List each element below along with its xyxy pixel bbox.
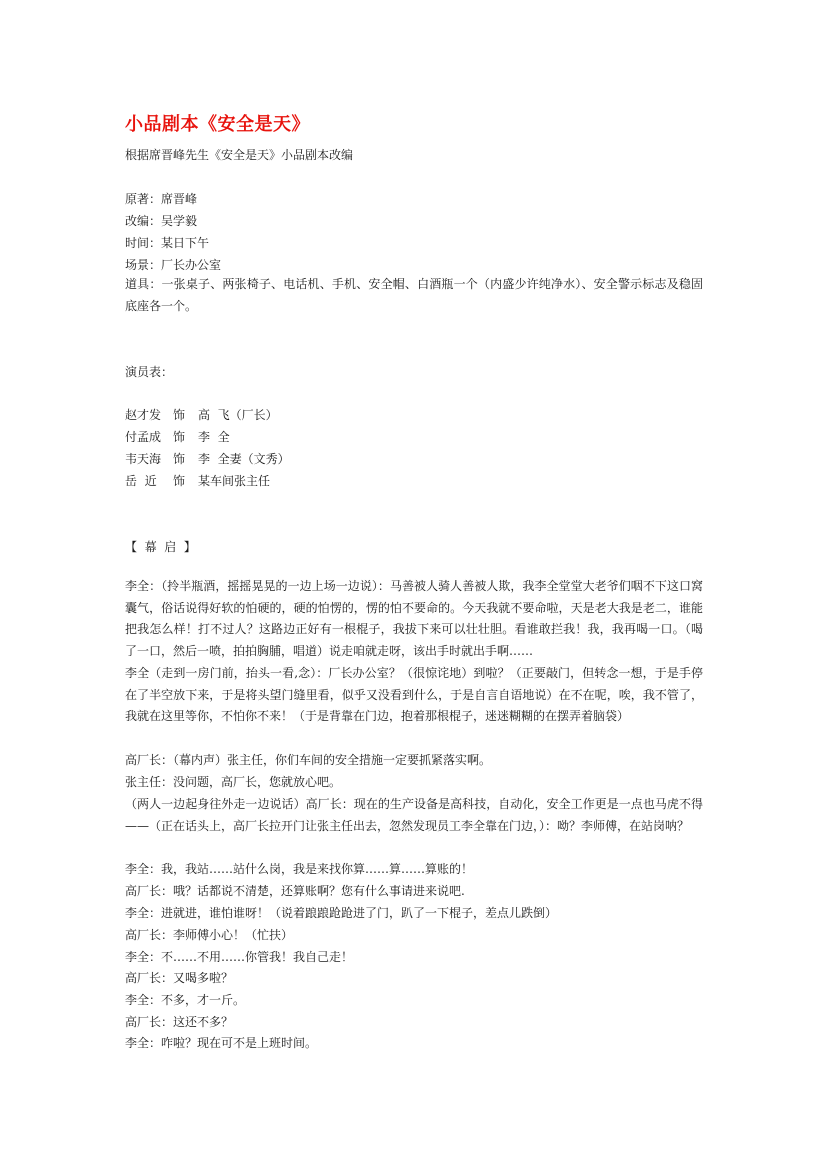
script-line: 李全：不……不用……你管我！我自己走！ xyxy=(125,950,354,964)
cast-actor: 付孟成 xyxy=(125,430,162,444)
cast-role: 高 飞（厂长） xyxy=(198,408,278,422)
meta-time: 时间：某日下午 xyxy=(125,236,210,250)
page-title: 小品剧本《安全是天》 xyxy=(125,114,310,135)
script-line: 高厂长：又喝多啦？ xyxy=(125,971,234,985)
cast-heading: 演员表： xyxy=(125,365,174,379)
cast-row xyxy=(125,430,230,444)
script-paragraph: （两人一边起身往外走一边说话）高厂长：现在的生产设备是高科技，自动化，安全工作更是一点也马虎不得——（正在话头上，高厂长拉开门让张主任出去，忽然发现员工李全靠在门边，）：呦？李师傅，在站岗呐？ xyxy=(125,797,703,833)
meta-adapter: 改编：吴学毅 xyxy=(125,214,198,228)
cast-verb: 饰 xyxy=(173,408,186,422)
cast-verb: 饰 xyxy=(173,430,186,444)
script-line: 高厂长：李师傅小心！（忙扶） xyxy=(125,928,294,942)
curtain-rise: 【 幕 启 】 xyxy=(125,540,196,554)
cast-actor: 岳 近 xyxy=(125,474,157,488)
cast-role: 李 全 xyxy=(198,430,230,444)
cast-actor: 韦天海 xyxy=(125,452,162,466)
script-paragraph: 李全：（拎半瓶酒，摇摇晃晃的一边上场一边说）：马善被人骑人善被人欺，我李全堂堂大老爷们咽不下这口窝囊气，俗话说得好软的怕硬的，硬的怕愣的，愣的怕不要命的。今天我就不要命啦，天是老大我是老二，谁能把我怎么样！打不过人？这路边正好有一根棍子，我拔下来可以壮壮胆。看谁敢拦我！我，我再喝一口。（喝了一口，然后一喷，拍拍胸脯，唱道）说走咱就走呀，该出手时就出手啊…… xyxy=(125,579,703,658)
cast-verb: 饰 xyxy=(173,474,186,488)
cast-verb: 饰 xyxy=(173,452,186,466)
script-line: 李全：我，我站……站什么岗，我是来找你算……算……算账的！ xyxy=(125,862,474,876)
cast-row xyxy=(125,452,290,466)
script-line: 李全：不多，才一斤。 xyxy=(125,993,246,1007)
cast-role: 李 全妻（文秀） xyxy=(198,452,290,466)
meta-scene: 场景：厂长办公室 xyxy=(125,258,222,272)
script-line: 高厂长：这还不多？ xyxy=(125,1015,234,1029)
meta-original-author: 原著：席晋峰 xyxy=(125,192,198,206)
props-paragraph: 道具：一张桌子、两张椅子、电话机、手机、安全帽、白酒瓶一个（内盛少许纯净水）、安全警示标志及稳固底座各一个。 xyxy=(125,277,703,313)
cast-row xyxy=(125,408,278,422)
script-line: 高厂长：（幕内声）张主任，你们车间的安全措施一定要抓紧落实啊。 xyxy=(125,753,492,767)
cast-row xyxy=(125,474,270,488)
script-line: 张主任：没问题，高厂长，您就放心吧。 xyxy=(125,775,342,789)
subtitle: 根据席晋峰先生《安全是天》小品剧本改编 xyxy=(125,148,354,162)
cast-role: 某车间张主任 xyxy=(198,474,271,488)
cast-actor: 赵才发 xyxy=(125,408,162,422)
script-line: 李全：进就进，谁怕谁呀！（说着踉踉跄跄进了门，趴了一下棍子，差点儿跌倒） xyxy=(125,906,558,920)
script-paragraph: 李全（走到一房门前，抬头一看,念）：厂长办公室？（很惊诧地）到啦？（正要敲门，但转念一想，于是手停在了半空放下来，于是将头望门缝里看，似乎又没看到什么，于是自言自语地说）在不在呢，唉，我不管了，我就在这里等你，不怕你不来！（于是背靠在门边，抱着那根棍子，迷迷糊糊的在摆弄着脑袋） xyxy=(125,666,703,723)
script-line: 李全：咋啦？现在可不是上班时间。 xyxy=(125,1036,318,1050)
script-line: 高厂长：哦？话都说不清楚，还算账啊？您有什么事请进来说吧. xyxy=(125,884,465,898)
